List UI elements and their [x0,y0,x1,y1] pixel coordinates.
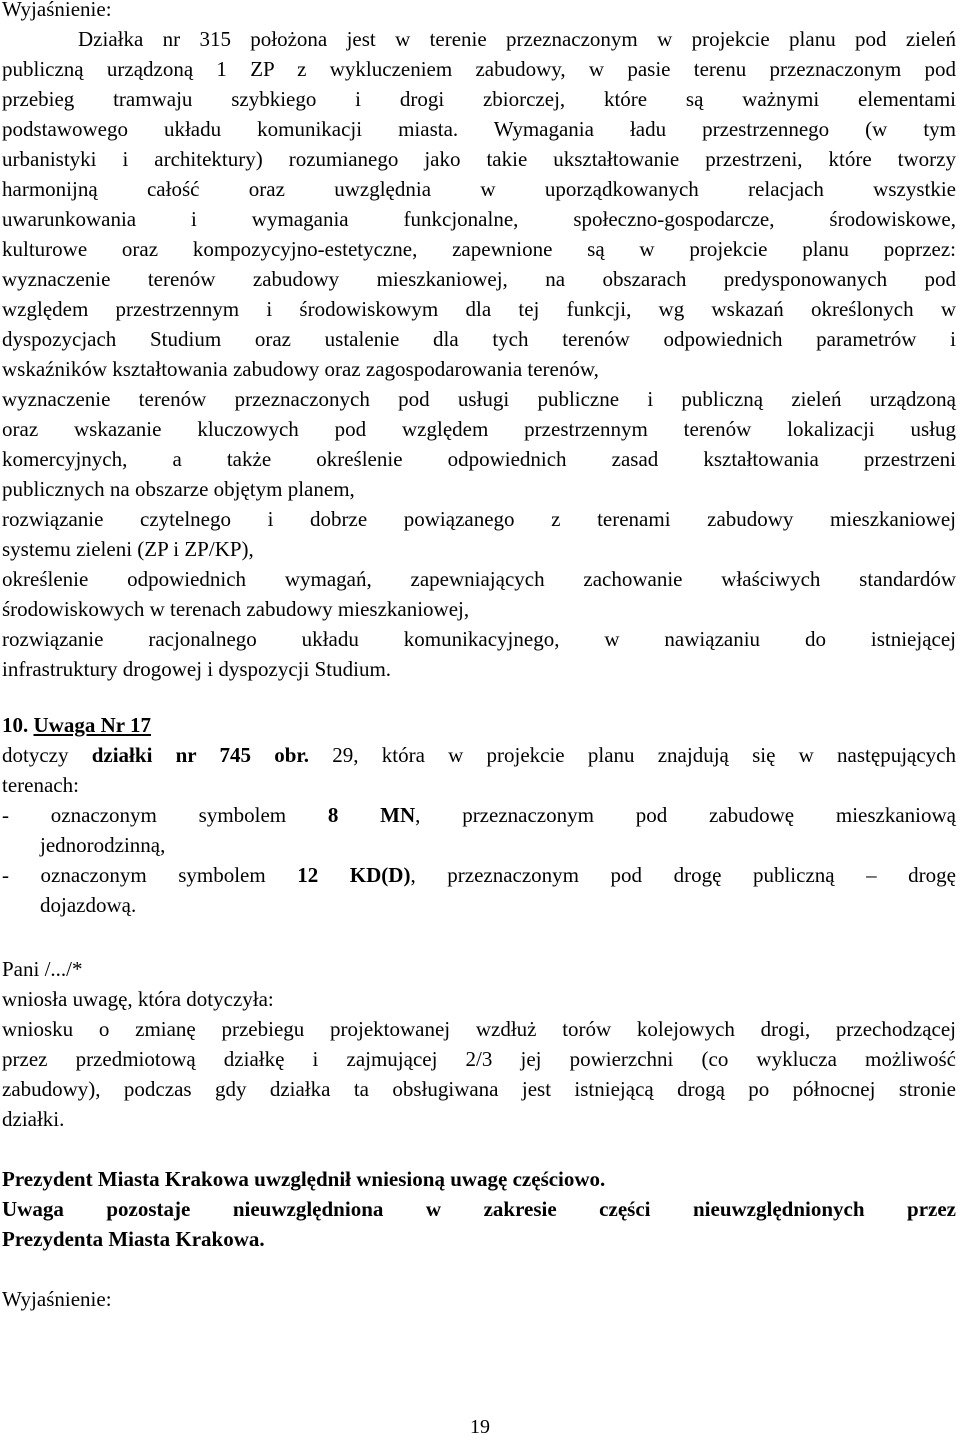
paragraph-line: harmonijną całość oraz uwzględnia w uporządkowanych relacjach wszystkie [2,177,956,201]
paragraph-line: uwarunkowania i wymagania funkcjonalne, społeczno-gospodarcze, środowiskowe, [2,207,956,231]
paragraph-line: publiczną urządzoną 1 ZP z wykluczeniem zabudowy, w pasie terenu przeznaczonym pod [2,57,956,81]
paragraph-line: wskaźników kształtowania zabudowy oraz zagospodarowania terenów, [2,357,599,381]
paragraph-line: rozwiązanie racjonalnego układu komunikacyjnego, w nawiązaniu do istniejącej [2,627,956,651]
paragraph-line: środowiskowych w terenach zabudowy mieszkaniowej, [2,597,470,621]
decision-line: Prezydenta Miasta Krakowa. [2,1227,265,1251]
paragraph-line: oraz wskazanie kluczowych pod względem przestrzennym terenów lokalizacji usług [2,417,956,441]
submitter: Pani /.../* [2,957,83,981]
text-run: , przeznaczonym pod zabudowę mieszkaniową [415,803,956,827]
paragraph-line: przebieg tramwaju szybkiego i drogi zbiorczej, które są ważnymi elementami [2,87,956,111]
paragraph-line: podstawowego układu komunikacji miasta. Wymagania ładu przestrzennego (w tym [2,117,956,141]
remark-title: Uwaga Nr 17 [33,713,151,737]
paragraph-line: wyznaczenie terenów przeznaczonych pod usługi publiczne i publiczną zieleń urządzoną [2,387,956,411]
decision-line: Prezydent Miasta Krakowa uwzględnił wniesioną uwagę częściowo. [2,1167,606,1191]
paragraph-line: wniosła uwagę, która dotyczyła: [2,987,274,1011]
zone-symbol: 8 MN [327,803,416,827]
paragraph-line: określenie odpowiednich wymagań, zapewniających zachowanie właściwych standardów [2,567,956,591]
paragraph-line: wyznaczenie terenów zabudowy mieszkaniowej, na obszarach predysponowanych pod [2,267,956,291]
paragraph-line: systemu zieleni (ZP i ZP/KP), [2,537,254,561]
remark-parcel-line [2,740,956,770]
explanation-heading: Wyjaśnienie: [2,1287,112,1311]
parcel-number: działki nr 745 obr. [91,743,310,767]
list-item [2,860,956,890]
text-run: - oznaczonym symbolem [2,863,298,887]
decision-line: Uwaga pozostaje nieuwzględniona w zakresie części nieuwzględnionych przez [2,1197,956,1221]
paragraph-line: publicznych na obszarze objętym planem, [2,477,355,501]
text-run: - oznaczonym symbolem [2,803,328,827]
paragraph-line: kulturowe oraz kompozycyjno-estetyczne, zapewnione są w projekcie planu poprzez: [2,237,956,261]
paragraph-line: infrastruktury drogowej i dyspozycji Studium. [2,657,392,681]
paragraph-line: urbanistyki i architektury) rozumianego jako takie ukształtowanie przestrzeni, które tworzy [2,147,956,171]
explanation-heading: Wyjaśnienie: [2,0,112,21]
paragraph-line: wniosku o zmianę przebiegu projektowanej wzdłuż torów kolejowych drogi, przechodzącej [2,1017,956,1041]
paragraph-line: dyspozycjach Studium oraz ustalenie dla tych terenów odpowiednich parametrów i [2,327,956,351]
list-item-continuation: dojazdową. [40,893,137,917]
remark-heading [2,710,956,740]
zone-symbol: 12 KD(D) [297,863,411,887]
paragraph-line: terenach: [2,773,79,797]
text-run: 29, która w projekcie planu znajdują się w następujących [309,743,956,767]
paragraph-line: zabudowy), podczas gdy działka ta obsługiwana jest istniejącą drogą po północnej stronie [2,1077,956,1101]
paragraph-line: działki. [2,1107,65,1131]
list-item [2,800,956,830]
paragraph-line: Działka nr 315 położona jest w terenie przeznaczonym w projekcie planu pod zieleń [78,27,956,51]
list-item-continuation: jednorodzinną, [40,833,166,857]
remark-number: 10. [2,713,29,737]
text-run: dotyczy [2,743,92,767]
text-run: , przeznaczonym pod drogę publiczną – drogę [410,863,956,887]
paragraph-line: komercyjnych, a także określenie odpowiednich zasad kształtowania przestrzeni [2,447,956,471]
paragraph-line: przez przedmiotową działkę i zajmującej 2/3 jej powierzchni (co wyklucza możliwość [2,1047,956,1071]
paragraph-line: rozwiązanie czytelnego i dobrze powiązanego z terenami zabudowy mieszkaniowej [2,507,956,531]
page-number: 19 [470,1416,490,1438]
paragraph-line: względem przestrzennym i środowiskowym dla tej funkcji, wg wskazań określonych w [2,297,956,321]
